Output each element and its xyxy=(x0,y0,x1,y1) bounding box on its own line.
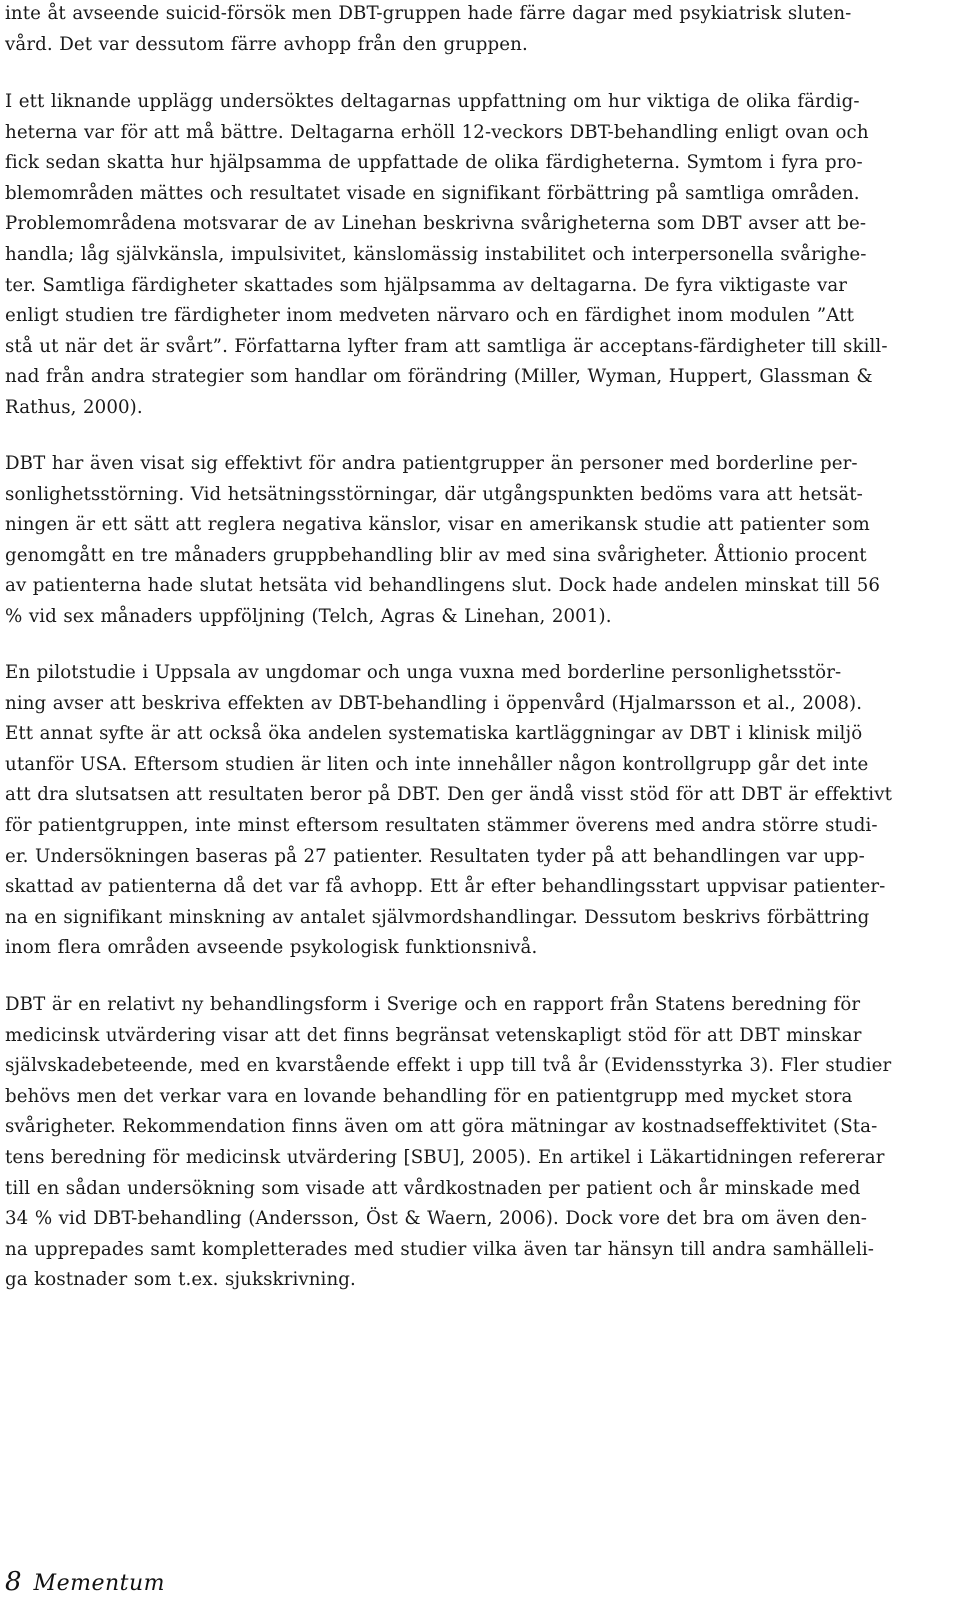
text-line: handla; låg självkänsla, impulsivitet, känslomässig instabilitet och interpersonella svårighe- xyxy=(5,243,867,265)
text-line: I ett liknande upplägg undersöktes deltagarnas uppfattning om hur viktiga de olika färdig- xyxy=(5,91,860,112)
text-line: behövs men det verkar vara en lovande behandling för en patientgrupp med mycket stora xyxy=(5,1085,853,1107)
paragraph-3 xyxy=(5,449,880,633)
paragraph-5 xyxy=(5,990,891,1296)
publication-name: Mementum xyxy=(33,1571,166,1596)
text-line: ter. Samtliga färdigheter skattades som hjälpsamma av deltagarna. De fyra viktigaste var xyxy=(5,274,848,296)
text-line: inte åt avseende suicid-försök men DBT-gruppen hade färre dagar med psykiatrisk sluten- xyxy=(5,3,852,24)
text-line: na upprepades samt kompletterades med studier vilka även tar hänsyn till andra samhälleli- xyxy=(5,1238,875,1260)
text-line: ningen är ett sätt att reglera negativa känslor, visar en amerikansk studie att patienter som xyxy=(5,514,870,536)
paragraph-4 xyxy=(5,658,892,964)
paragraph-2 xyxy=(5,87,888,424)
text-line: självskadebeteende, med en kvarstående effekt i upp till två år (Evidensstyrka 3). Fler studier xyxy=(5,1055,892,1077)
text-line: enligt studien tre färdigheter inom medveten närvaro och en färdighet inom modulen ”Att xyxy=(5,305,855,327)
text-line: 34 % vid DBT-behandling (Andersson, Öst & Waern, 2006). Dock vore det bra om även den- xyxy=(5,1208,868,1230)
text-line: % vid sex månaders uppföljning (Telch, Agras & Linehan, 2001). xyxy=(5,605,612,627)
text-line: att dra slutsatsen att resultaten beror på DBT. Den ger ändå visst stöd för att DBT är effektivt xyxy=(5,784,892,806)
text-line: utanför USA. Eftersom studien är liten och inte innehåller någon kontrollgrupp går det inte xyxy=(5,753,869,775)
text-line: svårigheter. Rekommendation finns även om att göra mätningar av kostnadseffektivitet (Sta- xyxy=(5,1116,878,1138)
text-line: skattad av patienterna då det var få avhopp. Ett år efter behandlingsstart uppvisar patienter- xyxy=(5,876,886,898)
text-line: tens beredning för medicinsk utvärdering [SBU], 2005). En artikel i Läkartidningen refererar xyxy=(5,1146,885,1168)
text-line: DBT är en relativt ny behandlingsform i Sverige och en rapport från Statens beredning för xyxy=(5,994,861,1015)
text-line: medicinsk utvärdering visar att det finns begränsat vetenskapligt stöd för att DBT minskar xyxy=(5,1024,862,1046)
text-line: stå ut när det är svårt”. Författarna lyfter fram att samtliga är acceptans-färdigheter till skill- xyxy=(5,335,888,357)
text-line: till en sådan undersökning som visade att vårdkostnaden per patient och år minskade med xyxy=(5,1177,861,1199)
text-line: inom flera områden avseende psykologisk funktionsnivå. xyxy=(5,937,538,959)
text-line: fick sedan skatta hur hjälpsamma de uppfattade de olika färdigheterna. Symtom i fyra pro- xyxy=(5,152,863,174)
text-line: na en signifikant minskning av antalet självmordshandlingar. Dessutom beskrivs förbättring xyxy=(5,906,870,928)
text-line: En pilotstudie i Uppsala av ungdomar och unga vuxna med borderline personlighetsstör- xyxy=(5,662,842,683)
text-line: vård. Det var dessutom färre avhopp från den gruppen. xyxy=(5,33,528,55)
text-line: DBT har även visat sig effektivt för andra patientgrupper än personer med borderline per- xyxy=(5,453,858,474)
page-number: 8 xyxy=(5,1567,22,1597)
text-line: nad från andra strategier som handlar om förändring (Miller, Wyman, Huppert, Glassman & xyxy=(5,366,873,388)
text-line: för patientgruppen, inte minst eftersom resultaten stämmer överens med andra större studi- xyxy=(5,814,878,836)
text-line: Ett annat syfte är att också öka andelen systematiska kartläggningar av DBT i klinisk miljö xyxy=(5,723,863,745)
text-line: blemområden mättes och resultatet visade en signifikant förbättring på samtliga områden. xyxy=(5,182,860,204)
text-line: er. Undersökningen baseras på 27 patienter. Resultaten tyder på att behandlingen var upp- xyxy=(5,845,865,867)
text-line: Problemområdena motsvarar de av Linehan beskrivna svårigheterna som DBT avser att be- xyxy=(5,213,867,235)
text-line: av patienterna hade slutat hetsäta vid behandlingens slut. Dock hade andelen minskat till 56 xyxy=(5,575,881,597)
text-line: genomgått en tre månaders gruppbehandling blir av med sina svårigheter. Åttionio procent xyxy=(5,544,867,566)
text-line: heterna var för att må bättre. Deltagarna erhöll 12-veckors DBT-behandling enligt ovan och xyxy=(5,121,869,143)
paragraph-1 xyxy=(5,0,851,60)
page-footer xyxy=(5,1567,165,1597)
text-line: Rathus, 2000). xyxy=(5,396,143,418)
text-line: sonlighetsstörning. Vid hetsätningsstörningar, där utgångspunkten bedöms vara att hetsät- xyxy=(5,483,863,505)
text-line: ning avser att beskriva effekten av DBT-behandling i öppenvård (Hjalmarsson et al., 2008). xyxy=(5,692,863,714)
text-line: ga kostnader som t.ex. sjukskrivning. xyxy=(5,1269,356,1291)
